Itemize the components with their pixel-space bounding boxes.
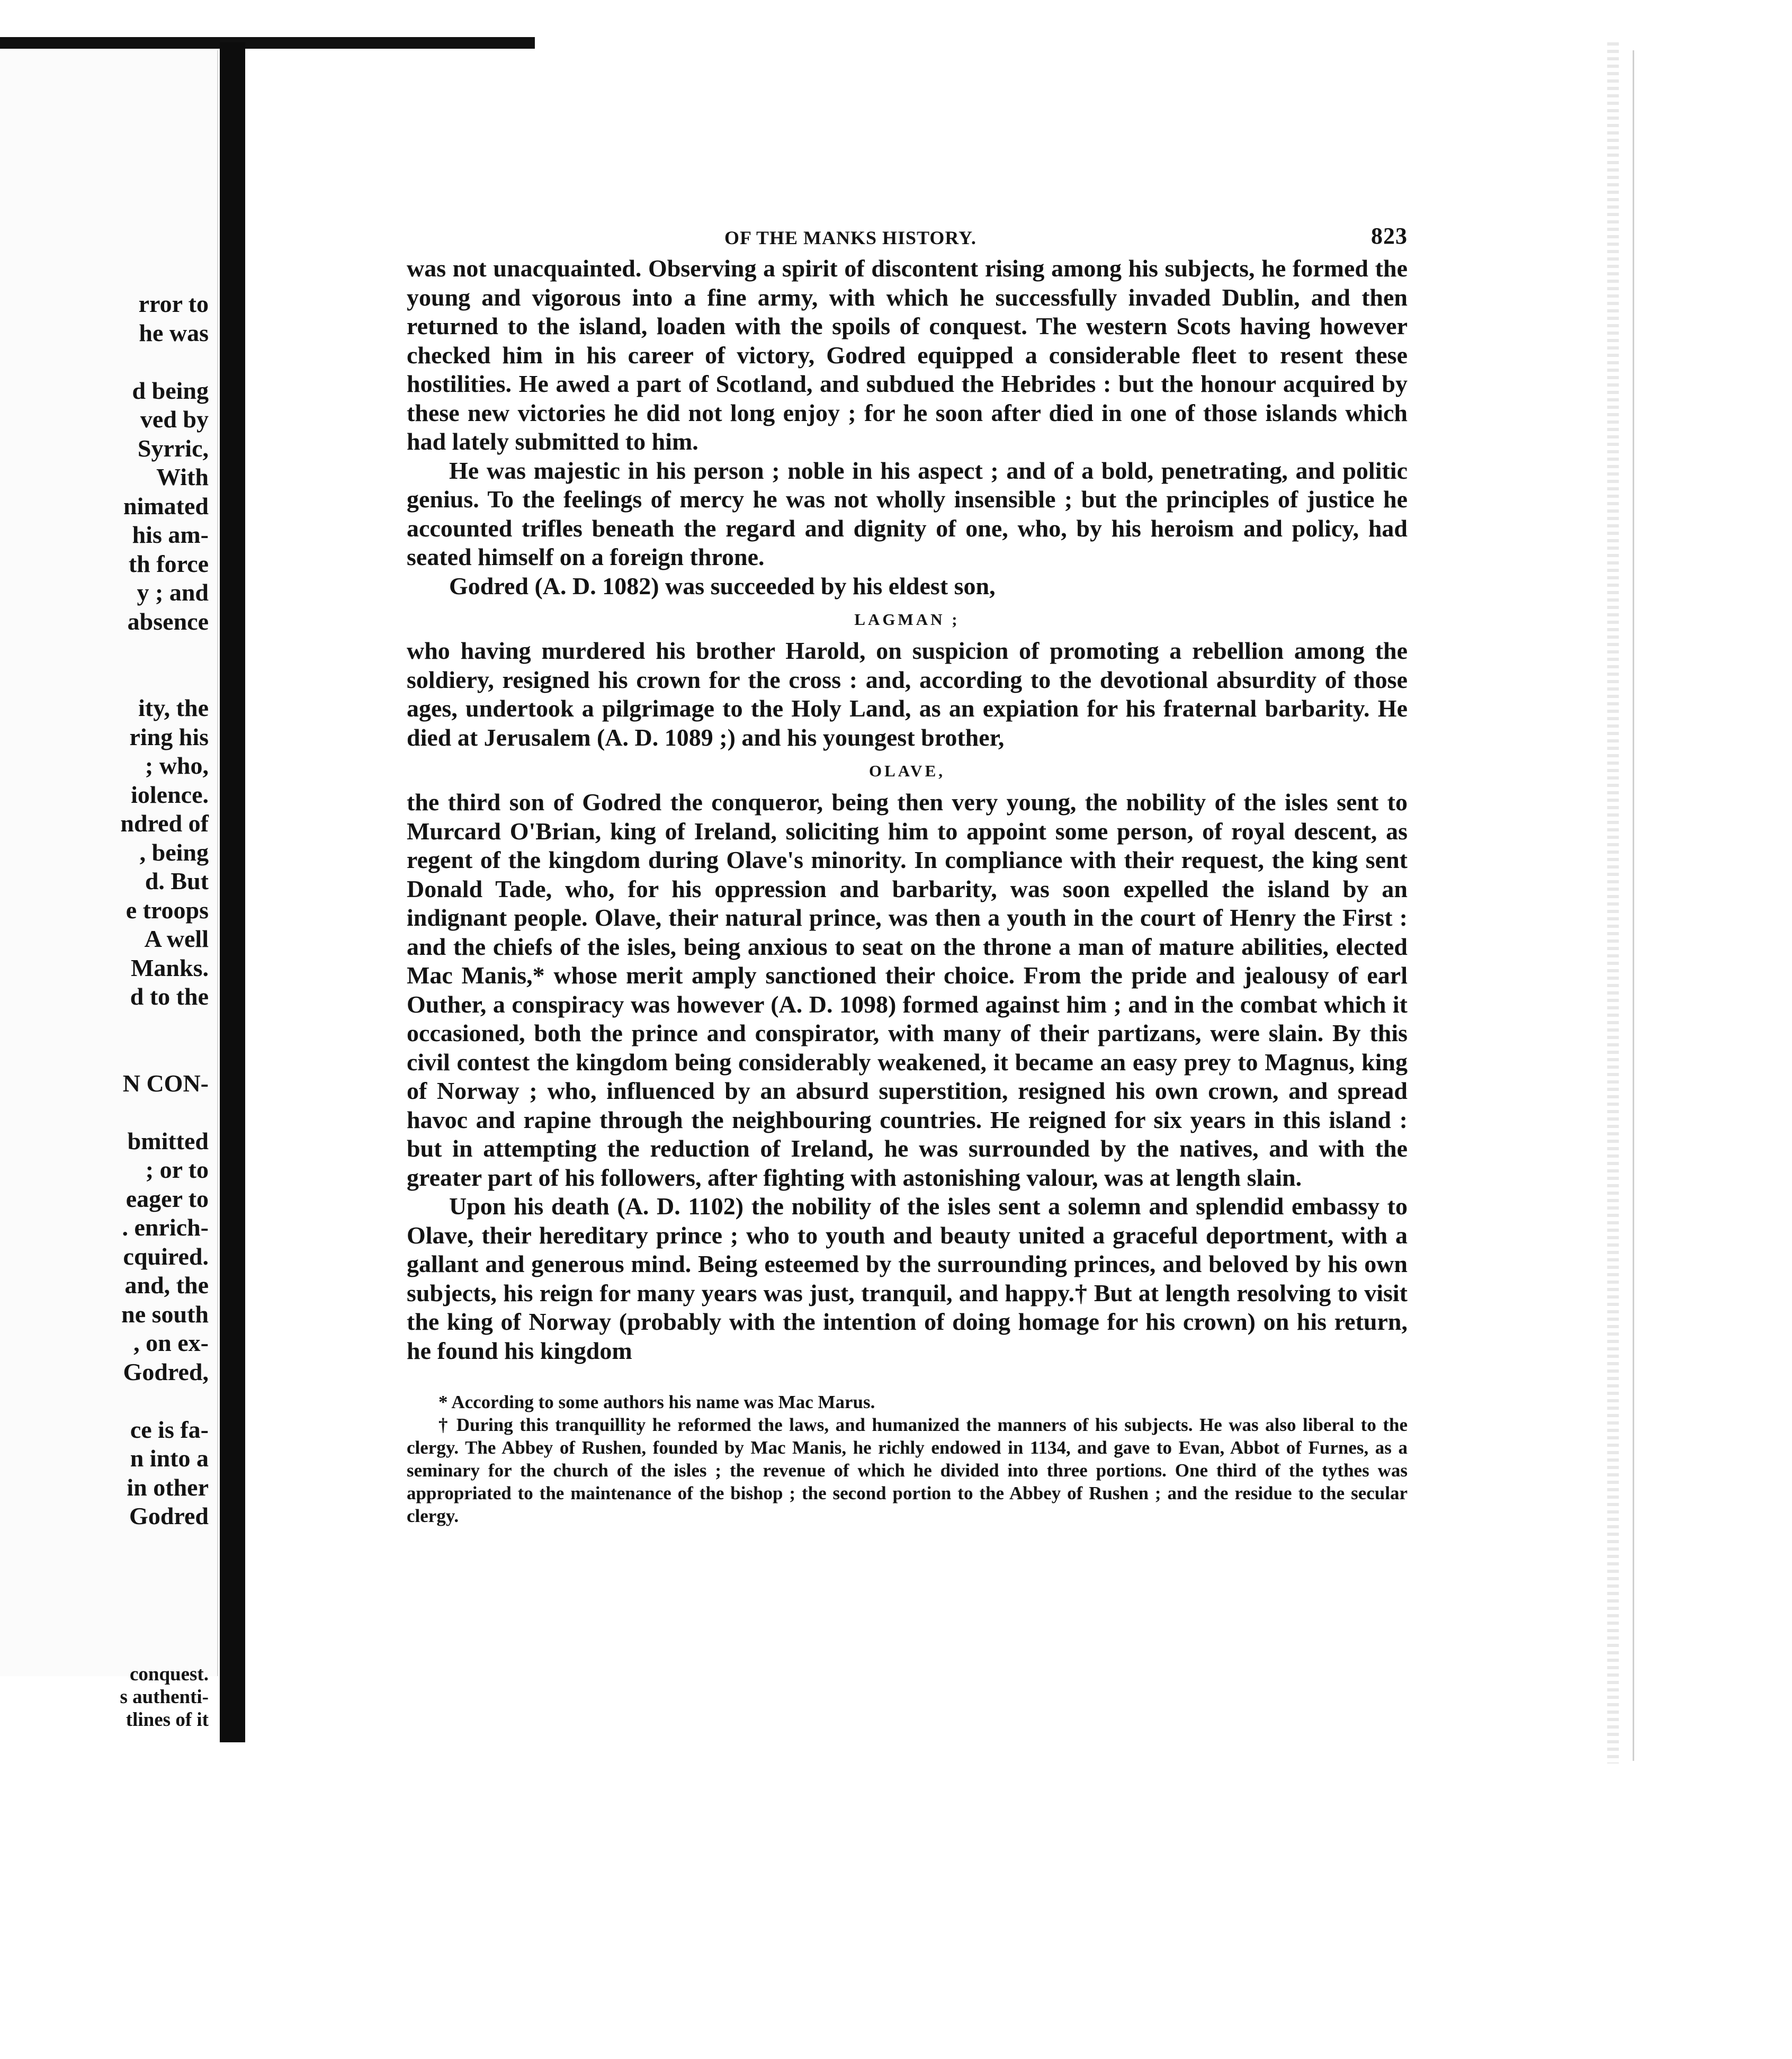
left-line-fragment: ved by: [140, 406, 209, 433]
left-line-fragment: ce is fa-: [130, 1416, 209, 1443]
left-line-fragment: ne south: [121, 1300, 209, 1328]
left-line-fragment: Godred: [129, 1502, 209, 1529]
left-line-fragment: y ; and: [137, 579, 209, 606]
paragraph-3: Godred (A. D. 1082) was succeeded by his eldest son,: [449, 572, 996, 599]
left-line-fragment: , on ex-: [133, 1329, 209, 1356]
left-line-fragment: eager to: [126, 1185, 209, 1212]
left-line-fragment: n into a: [130, 1445, 209, 1472]
left-line-fragment: ring his: [129, 723, 209, 750]
left-line-fragment: ndred of: [120, 810, 209, 837]
left-page-line-fragments: [0, 290, 209, 1531]
left-line-fragment: and, the: [124, 1272, 209, 1299]
left-line-fragment: [0, 1098, 209, 1127]
left-footnote-fragment: tlines of it: [126, 1709, 209, 1731]
left-line-fragment: [0, 1011, 209, 1041]
running-head: [407, 222, 1408, 254]
footnote-1: * According to some authors his name was Mac Marus.: [438, 1392, 875, 1412]
left-line-fragment: absence: [127, 607, 209, 635]
paragraph-1: was not unacquainted. Observing a spirit of discontent rising among his subjects, he formed the young and vigorous into a fine army, with which he successfully invaded Dublin, and then returned to the island, loaden with the spoils of conquest. The western Scots having however checked him in his career of victory, Godred equipped a considerable fleet to resent these hostilities. He awed a part of Scotland, and subdued the Hebrides : but the honour acquired by these new victories he did not long enjoy ; for he soon after died in one of those islands which had lately submitted to him.: [407, 255, 1408, 455]
left-line-fragment: e troops: [126, 896, 209, 924]
left-line-fragment: rror to: [138, 290, 209, 317]
left-line-fragment: [0, 665, 209, 694]
left-line-fragment: N CON-: [122, 1069, 209, 1097]
left-line-fragment: [0, 347, 209, 377]
paragraph-4: who having murdered his brother Harold, on suspicion of promoting a rebellion among the soldiery, resigned his crown for the cross : and, according to the devotional absurdity of those ages, undertook a pilgrimage to the Holy Land, as an expiation for his fraternal barbarity. He died at Jerusalem (A. D. 1089 ;) and his youngest brother,: [407, 637, 1408, 751]
footnotes: [407, 1391, 1408, 1527]
left-line-fragment: d being: [132, 377, 209, 404]
left-line-fragment: A well: [144, 925, 209, 952]
paragraph-5: the third son of Godred the conqueror, being then very young, the nobility of the isles sent to Murcard O'Brian, king of Ireland, soliciting him to appoint some person, of royal descent, as regent of the kingdom during Olave's minority. In compliance with their request, the king sent Donald Tade, who, for his oppression and barbarity, was soon expelled the island by an indignant people. Olave, their natural prince, was then a youth in the court of Henry the First : and the chiefs of the isles, being anxious to seat on the throne a man of mature abilities, elected Mac Manis,* whose merit amply sanctioned their choice. From the pride and jealousy of earl Outher, a conspiracy was however (A. D. 1098) formed against him ; and in the combat which it occasioned, both the prince and conspirator, with many of their partizans, were slain. By this civil contest the kingdom being considerably weakened, it became an easy prey to Magnus, king of Norway ; who, influenced by an absurd superstition, resigned his own crown, and spread havoc and rapine through the neighbouring countries. He reigned for six years in this island : but in attempting the reduction of Ireland, he was surrounded by the natives, and with the greater part of his followers, after fighting with astonishing valour, was at length slain.: [407, 789, 1408, 1191]
page-edge: [1607, 42, 1619, 1763]
left-line-fragment: he was: [139, 319, 209, 346]
left-line-fragment: ; who,: [145, 752, 209, 779]
left-line-fragment: Syrric,: [137, 434, 209, 462]
left-line-fragment: Godred,: [123, 1358, 209, 1385]
left-line-fragment: Manks.: [131, 954, 209, 981]
left-line-fragment: cquired.: [123, 1242, 209, 1270]
left-line-fragment: [0, 636, 209, 665]
left-line-fragment: With: [156, 463, 209, 490]
left-page-fragment: [0, 50, 218, 1731]
left-page-footnote-fragments: [0, 1663, 209, 1731]
paragraph-6: Upon his death (A. D. 1102) the nobility of the isles sent a solemn and splendid embassy to Olave, their hereditary prince ; who to youth and beauty united a graceful deportment, with a gallant and generous mind. Being esteemed by the surrounding princes, and beloved by his own subjects, his reign for many years was just, tranquil, and happy.† But at length resolving to visit the king of Norway (probably with the intention of doing homage for his crown) on his return, he found his kingdom: [407, 1193, 1408, 1364]
paragraph-2: He was majestic in his person ; noble in his aspect ; and of a bold, penetrating, and politic genius. To the feelings of mercy he was not wholly insensible ; but the principles of justice he accounted trifles beneath the regard and dignity of one, who, by his heroism and policy, had seated himself on a foreign throne.: [407, 456, 1408, 570]
left-line-fragment: iolence.: [131, 781, 209, 808]
left-footnote-fragment: conquest.: [129, 1663, 209, 1685]
left-line-fragment: bmitted: [127, 1127, 209, 1154]
left-line-fragment: d. But: [145, 867, 209, 894]
left-line-fragment: nimated: [123, 492, 209, 520]
left-line-fragment: [0, 1040, 209, 1069]
left-footnote-fragment: s authenti-: [120, 1686, 209, 1708]
page-number: 823: [1371, 223, 1408, 249]
book-top-shadow: [0, 37, 535, 49]
section-heading-lagman: LAGMAN ;: [854, 610, 960, 629]
left-line-fragment: th force: [128, 550, 209, 577]
left-line-fragment: d to the: [130, 983, 209, 1010]
page-text-block: [407, 222, 1408, 1527]
footnote-2: † During this tranquillity he reformed the laws, and humanized the manners of his subjects. He was also liberal to the clergy. The Abbey of Rushen, founded by Mac Manis, he richly endowed in 1134, and gave to Evan, Abbot of Furnes, as a seminary for the church of the isles ; the revenue of which he divided into three portions. One third of the tythes was appropriated to the maintenance of the bishop ; the second portion to the Abbey of Rushen ; and the residue to the secular clergy.: [407, 1415, 1408, 1526]
left-line-fragment: [0, 1386, 209, 1416]
left-line-fragment: ity, the: [138, 694, 209, 721]
left-line-fragment: his am-: [132, 521, 209, 548]
left-line-fragment: in other: [127, 1473, 209, 1501]
section-heading-olave: OLAVE,: [869, 762, 945, 780]
left-line-fragment: . enrich-: [122, 1214, 209, 1241]
running-title: OF THE MANKS HISTORY.: [724, 227, 976, 248]
left-line-fragment: ; or to: [145, 1156, 209, 1183]
book-spine: [220, 42, 245, 1742]
left-line-fragment: , being: [139, 838, 209, 866]
